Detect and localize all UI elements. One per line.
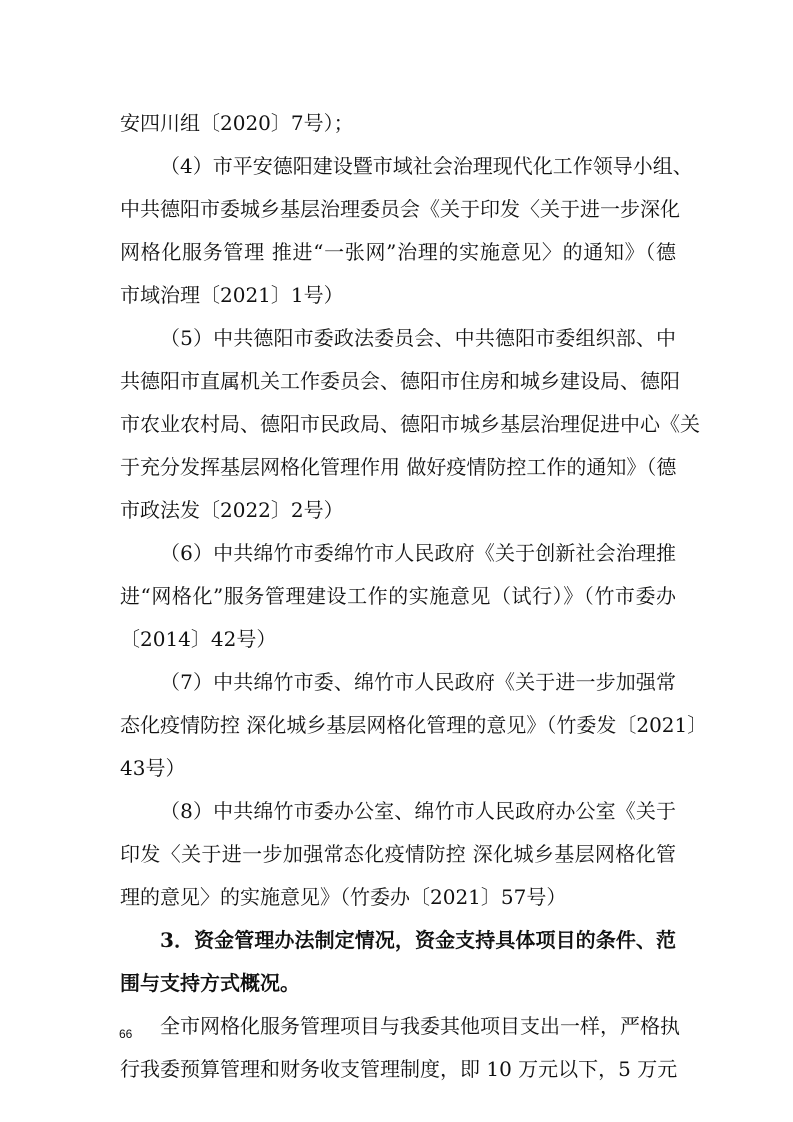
page-number: 66 bbox=[119, 1027, 133, 1041]
text-line: 于充分发挥基层网格化管理作用 做好疫情防控工作的通知》（德 bbox=[120, 455, 677, 479]
text-line: 市域治理〔2021〕1号） bbox=[120, 283, 344, 307]
text-line: 共德阳市直属机关工作委员会、德阳市住房和城乡建设局、德阳 bbox=[120, 369, 680, 393]
text-line: （7）中共绵竹市委、绵竹市人民政府《关于进一步加强常 bbox=[160, 670, 676, 694]
section-heading: 3．资金管理办法制定情况，资金支持具体项目的条件、范 bbox=[160, 928, 676, 952]
text-line: 印发〈关于进一步加强常态化疫情防控 深化城乡基层网格化管 bbox=[120, 842, 676, 866]
text-line: 中共德阳市委城乡基层治理委员会《关于印发〈关于进一步深化 bbox=[120, 197, 680, 221]
text-line: 态化疫情防控 深化城乡基层网格化管理的意见》（竹委发〔2021〕 bbox=[120, 713, 708, 737]
text-line: 安四川组〔2020〕7号）； bbox=[120, 111, 354, 135]
section-heading: 围与支持方式概况。 bbox=[120, 971, 300, 995]
text-line: （4）市平安德阳建设暨市域社会治理现代化工作领导小组、 bbox=[160, 154, 693, 178]
text-line: （6）中共绵竹市委绵竹市人民政府《关于创新社会治理推 bbox=[160, 541, 676, 565]
text-line: 全市网格化服务管理项目与我委其他项目支出一样，严格执 bbox=[160, 1014, 680, 1038]
text-line: 43号） bbox=[120, 756, 186, 780]
text-line: 理的意见〉的实施意见》（竹委办〔2021〕57号） bbox=[120, 885, 567, 909]
text-line: （5）中共德阳市委政法委员会、中共德阳市委组织部、中 bbox=[160, 326, 676, 350]
text-line: （8）中共绵竹市委办公室、绵竹市人民政府办公室《关于 bbox=[160, 799, 676, 823]
text-line: 网格化服务管理 推进“一张网”治理的实施意见〉的通知》（德 bbox=[120, 240, 676, 264]
text-line: 进“网格化”服务管理建设工作的实施意见（试行）》（竹市委办 bbox=[120, 584, 676, 608]
text-line: 〔2014〕42号） bbox=[120, 627, 277, 651]
text-line: 行我委预算管理和财务收支管理制度，即 10 万元以下，5 万元 bbox=[120, 1057, 678, 1081]
text-line: 市政法发〔2022〕2号） bbox=[120, 498, 344, 522]
text-line: 市农业农村局、德阳市民政局、德阳市城乡基层治理促进中心《关 bbox=[120, 412, 700, 436]
